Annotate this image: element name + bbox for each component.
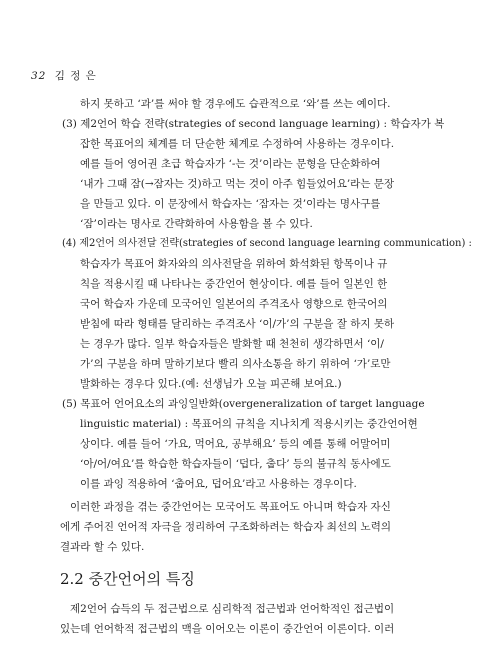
list-item-4-line: 발화하는 경우다 있다.(예: 선생님가 오늘 피곤해 보여요.) xyxy=(80,378,342,390)
paragraph-line: 에게 주어진 언어적 자극을 정리하여 구조화하려는 학습자 최선의 노력의 xyxy=(60,521,391,533)
running-header xyxy=(31,68,97,83)
list-item-4-line: (4) 제2언어 의사전달 전략(strategies of second language learning communication) : xyxy=(62,238,472,249)
author-name: 김 정 은 xyxy=(54,70,97,82)
list-item-4-line: 학습자가 목표어 화자와의 의사전달을 위하여 화석화된 항목이나 규 xyxy=(80,258,388,270)
list-item-5-line: 이를 과잉 적용하여 ‘춥어요, 덥어요’라고 사용하는 경우이다. xyxy=(80,478,357,490)
list-item-4-line: 는 경우가 많다. 일부 학습자들은 발화할 때 천천히 생각하면서 ‘이/ xyxy=(80,338,384,350)
list-item-5-line: linguistic material) : 목표어의 규칙을 지나치게 적용시키는 중간언어현 xyxy=(80,418,418,430)
section-paragraph-line: 있는데 언어학적 접근법의 맥을 이어오는 이론이 중간언어 이론이다. 이러 xyxy=(60,623,395,635)
list-item-3-line: 잡한 목표어의 체계를 더 단순한 체계로 수정하여 사용하는 경우이다. xyxy=(80,138,395,150)
section-title: 2.2 중간언어의 특징 xyxy=(60,570,195,588)
list-item-3-line: ‘내가 그때 잠(→잠자는 것)하고 먹는 것이 아주 힘들었어요’라는 문장 xyxy=(80,178,395,190)
list-item-4-line: 가’의 구분을 하며 말하기보다 빨리 의사소통을 하기 위하여 ‘가’로만 xyxy=(80,358,391,370)
section-paragraph-line: 제2언어 습득의 두 접근법으로 심리학적 접근법과 언어학적인 접근법이 xyxy=(70,603,395,615)
list-item-3-line: (3) 제2언어 학습 전략(strategies of second language learning) : 학습자가 복 xyxy=(62,118,445,130)
list-item-5-line: ‘아/어/여요’를 학습한 학습자들이 ‘덥다, 춥다’ 등의 불규칙 동사에도 xyxy=(80,458,391,470)
paragraph-line: 이러한 과정을 겪는 중간언어는 모국어도 목표어도 아니며 학습자 자신 xyxy=(70,501,391,513)
page-number: 32 xyxy=(31,70,47,82)
list-item-3-line: ‘잠’이라는 명사로 간략화하여 사용함을 볼 수 있다. xyxy=(80,218,313,230)
list-item-4-line: 받침에 따라 형태를 달리하는 주격조사 ‘이/가’의 구분을 잘 하지 못하 xyxy=(80,318,395,330)
list-item-5-line: 상이다. 예를 들어 ‘가요, 먹어요, 공부해요’ 등의 예를 통해 어말어미 xyxy=(80,438,391,450)
list-item-5-line: (5) 목표어 언어요소의 과잉일반화(overgeneralization of target language xyxy=(62,398,425,410)
body-line: 하지 못하고 ‘과’를 써야 할 경우에도 습관적으로 ‘와’를 쓰는 예이다. xyxy=(80,98,391,110)
list-item-3-line: 예를 들어 영어권 초급 학습자가 ‘-는 것’이라는 문형을 단순화하여 xyxy=(80,158,381,170)
list-item-4-line: 칙을 적용시킬 때 나타나는 중간언어 현상이다. 예를 들어 일본인 한 xyxy=(80,278,388,290)
paragraph-line: 결과라 할 수 있다. xyxy=(60,541,145,553)
list-item-3-line: 을 만들고 있다. 이 문장에서 학습자는 ‘잠자는 것’이라는 명사구를 xyxy=(80,198,381,210)
list-item-4-line: 국어 학습자 가운데 모국어인 일본어의 주격조사 영향으로 한국어의 xyxy=(80,298,388,310)
